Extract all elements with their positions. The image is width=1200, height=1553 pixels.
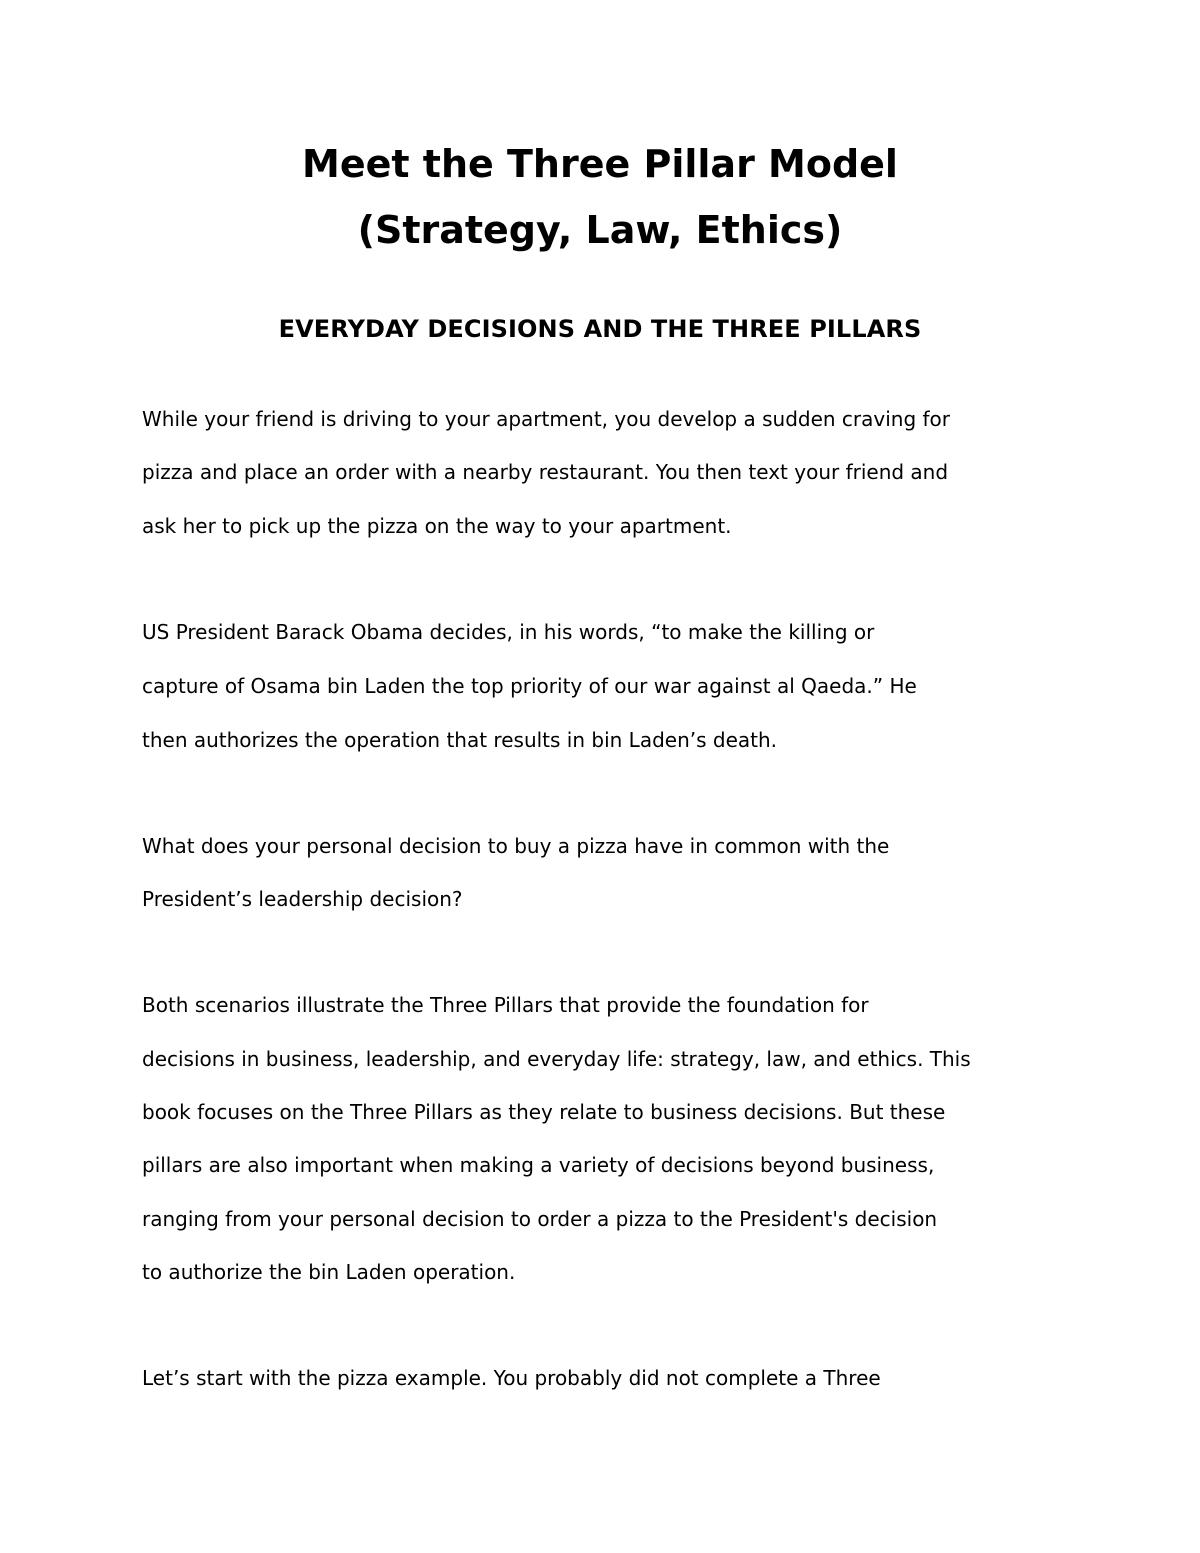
page-title-line-1: Meet the Three Pillar Model (302, 142, 898, 186)
paragraph-1-line-2: pizza and place an order with a nearby restaurant. You then text your friend and (142, 460, 949, 484)
paragraph-2-line-1: US President Barack Obama decides, in his words, “to make the killing or (142, 620, 875, 644)
paragraph-4-line-3: book focuses on the Three Pillars as they relate to business decisions. But these (142, 1100, 946, 1124)
paragraph-5-line-1: Let’s start with the pizza example. You probably did not complete a Three (142, 1366, 881, 1390)
paragraph-2-line-3: then authorizes the operation that results in bin Laden’s death. (142, 728, 778, 752)
paragraph-2-line-2: capture of Osama bin Laden the top priority of our war against al Qaeda.” He (142, 674, 917, 698)
paragraph-4-line-6: to authorize the bin Laden operation. (142, 1260, 516, 1284)
paragraph-4-line-2: decisions in business, leadership, and everyday life: strategy, law, and ethics. This (142, 1047, 971, 1071)
paragraph-4-line-1: Both scenarios illustrate the Three Pillars that provide the foundation for (142, 993, 869, 1017)
paragraph-4-line-4: pillars are also important when making a variety of decisions beyond business, (142, 1153, 935, 1177)
paragraph-3-line-2: President’s leadership decision? (142, 887, 463, 911)
paragraph-4-line-5: ranging from your personal decision to order a pizza to the President's decision (142, 1207, 938, 1231)
paragraph-3-line-1: What does your personal decision to buy a pizza have in common with the (142, 834, 890, 858)
section-heading: EVERYDAY DECISIONS AND THE THREE PILLARS (278, 315, 922, 343)
paragraph-1-line-3: ask her to pick up the pizza on the way to your apartment. (142, 514, 732, 538)
page-title-line-2: (Strategy, Law, Ethics) (357, 208, 843, 252)
paragraph-1-line-1: While your friend is driving to your apartment, you develop a sudden craving for (142, 407, 951, 431)
